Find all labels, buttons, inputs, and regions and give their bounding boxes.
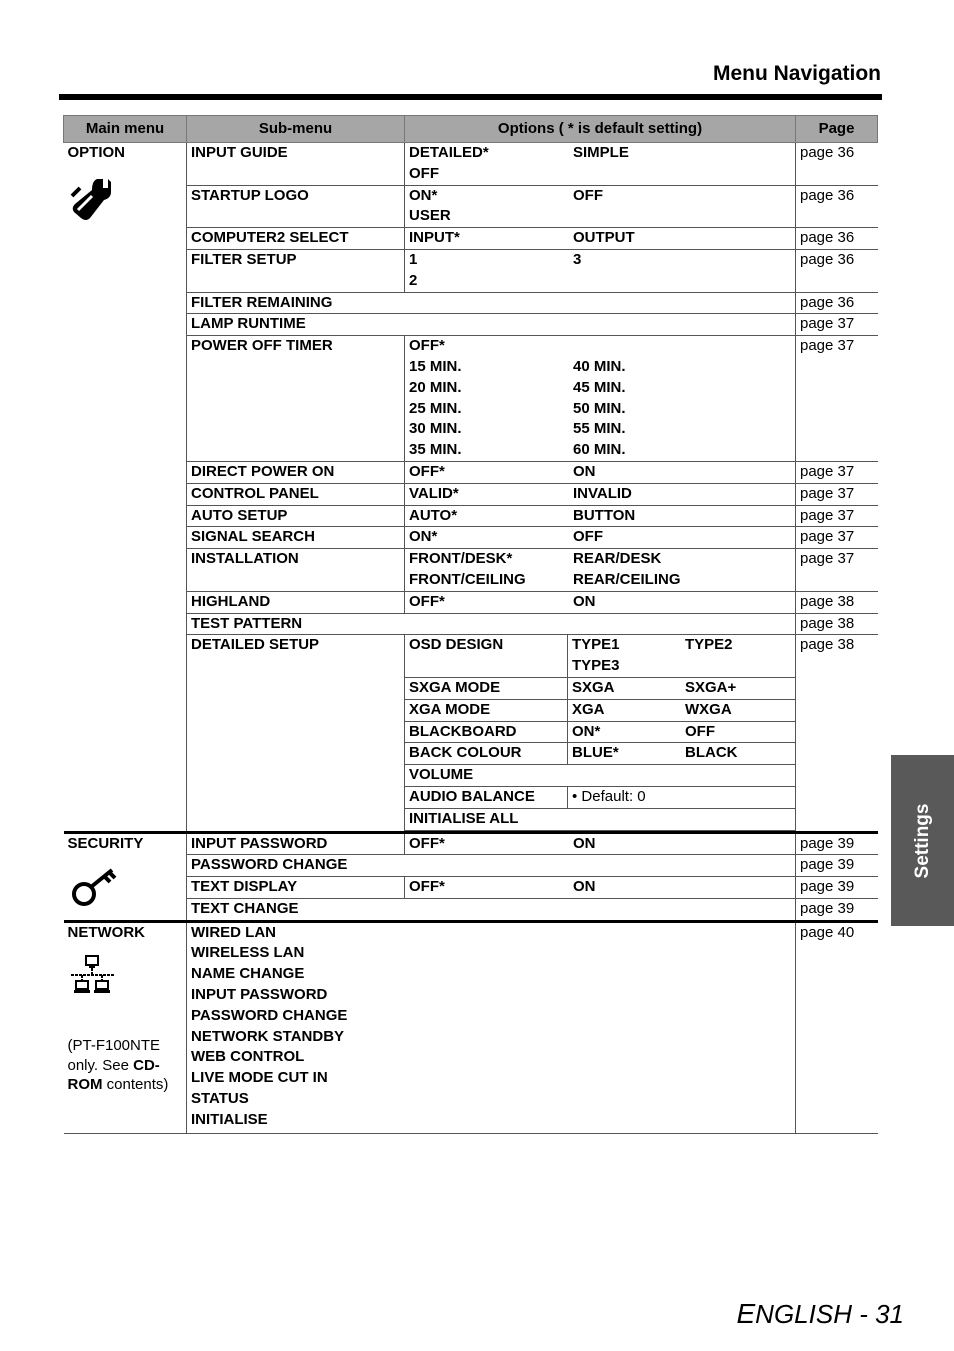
option-value: OFF* [409,592,445,610]
options-cell [405,249,796,292]
options-cell [405,591,796,613]
detailed-setup-row [405,808,795,830]
sub-menu-item: LAMP RUNTIME [187,314,796,336]
options-cell [405,832,796,855]
option-section-label: OPTION [67,144,126,161]
option-value: AUTO* [409,506,458,524]
setup-value: XGA [572,700,605,718]
sub-menu-item: INPUT GUIDE [187,143,405,186]
sub-menu-item: WIRED LAN [191,923,276,941]
header-options: Options ( * is default setting) [405,116,796,143]
wrench-icon [70,176,183,229]
options-grid [409,336,791,461]
setup-item-name: BLACKBOARD [405,721,568,743]
options-cell [405,505,796,527]
setup-item-values [568,743,796,765]
detailed-setup-row [405,765,795,787]
security-section [64,832,187,921]
sub-menu-item: DETAILED SETUP [187,635,405,832]
option-value: USER [409,207,451,225]
header-page: Page [796,116,878,143]
option-value: 15 MIN. [409,357,462,375]
sub-menu-item: HIGHLAND [187,591,405,613]
option-value: 35 MIN. [409,441,462,459]
table-row [64,898,878,921]
table-row [64,527,878,549]
page-ref: page 38 [796,613,878,635]
header-rule [59,94,882,100]
setup-item-name: SXGA MODE [405,677,568,699]
option-value: ON [573,834,596,852]
setup-value: BLUE* [572,744,619,762]
page-ref: page 40 [796,921,878,1133]
network-sub-menu-list [187,921,796,1133]
option-value: 45 MIN. [573,378,626,396]
options-cell [405,228,796,250]
note-text: (PT-F100NTE only. See [67,1037,161,1074]
sub-menu-item: PASSWORD CHANGE [191,1006,348,1024]
page-ref: page 39 [796,877,878,899]
options-grid [409,592,791,613]
sub-menu-item: NETWORK STANDBY [191,1027,345,1045]
setup-values-grid [572,678,791,699]
table-row [64,613,878,635]
page-ref: page 38 [796,591,878,613]
setup-item-values [568,721,796,743]
page-ref: page 36 [796,228,878,250]
page-title: Menu Navigation [712,62,881,85]
options-cell [405,336,796,462]
page-ref: page 39 [796,898,878,921]
sub-menu-item: INPUT PASSWORD [191,986,328,1004]
options-cell [405,461,796,483]
option-value: 20 MIN. [409,378,462,396]
table-row [64,832,878,855]
page-ref: page 37 [796,461,878,483]
options-grid [409,506,791,527]
options-cell [405,185,796,228]
setup-values-grid [572,700,791,721]
options-cell [405,527,796,549]
key-icon [70,866,183,915]
option-value: REAR/DESK [573,550,662,568]
option-value [573,336,791,357]
sub-menu-item: INPUT PASSWORD [187,832,405,855]
setup-item-name: AUDIO BALANCE [405,786,568,808]
page-ref: page 39 [796,832,878,855]
setup-item-name: BACK COLOUR [405,743,568,765]
security-section-label: SECURITY [67,834,144,852]
options-cell [405,877,796,899]
page-ref: page 36 [796,185,878,228]
option-value: 2 [409,271,418,289]
network-section [64,921,187,1133]
table-row [64,461,878,483]
options-grid [409,484,791,505]
option-value: VALID* [409,484,459,502]
table-row [64,249,878,292]
setup-item-values [568,635,796,677]
table-row [64,314,878,336]
side-tab-label: Settings [911,803,933,878]
page-ref: page 37 [796,527,878,549]
table-row [64,549,878,592]
option-value: 55 MIN. [573,420,626,438]
note-cdrom: CD-ROM [67,1056,160,1094]
table-row [64,921,878,1133]
table-row [64,855,878,877]
option-value: 50 MIN. [573,399,626,417]
setup-item-values [568,699,796,721]
sub-menu-item: FILTER REMAINING [187,292,796,314]
page-ref: page 37 [796,549,878,592]
table-row [64,505,878,527]
option-value: 1 [409,250,418,268]
page-ref: page 36 [796,143,878,186]
options-cell [405,549,796,592]
table-row [64,292,878,314]
page-ref: page 38 [796,635,878,832]
sub-menu-item: CONTROL PANEL [187,483,405,505]
sub-menu-item: TEXT CHANGE [187,898,796,921]
setup-values-grid [572,743,791,764]
table-row [64,185,878,228]
table-row [64,143,878,186]
options-grid [409,527,791,548]
sub-menu-item: STATUS [191,1090,249,1108]
setup-item-values [568,786,796,808]
setup-values-grid [572,722,791,743]
option-value: ON* [409,186,438,204]
option-value: OFF* [409,834,445,852]
page-ref: page 37 [796,483,878,505]
sub-menu-item: AUTO SETUP [187,505,405,527]
network-note [68,1036,183,1095]
page-ref: page 36 [796,292,878,314]
setup-value: ON* [572,722,601,740]
setup-item-values [568,677,796,699]
sub-menu-item: WEB CONTROL [191,1048,305,1066]
options-grid [409,877,791,898]
table-header-row [64,116,878,143]
table-row [64,635,878,832]
settings-side-tab [891,755,954,926]
footer-initial: E [736,1298,756,1329]
page-ref: page 37 [796,314,878,336]
note-text: contents) [102,1076,169,1094]
option-value: OFF [409,164,439,182]
option-value: 60 MIN. [573,441,626,459]
option-value: 25 MIN. [409,399,462,417]
setup-values-grid [572,635,791,677]
network-icon [70,955,183,1002]
detailed-setup-row [405,699,795,721]
option-value: DETAILED* [409,144,489,161]
setup-value: • Default: 0 [572,787,646,805]
option-section [64,143,187,833]
setup-item-name: XGA MODE [405,699,568,721]
option-value: ON* [409,528,438,546]
sub-menu-item: SIGNAL SEARCH [187,527,405,549]
option-value: OFF [573,528,603,546]
setup-value: TYPE1 [572,636,620,654]
option-value: OFF* [409,337,445,355]
setup-value: WXGA [685,700,732,718]
options-grid [409,549,791,591]
option-value: OFF [573,186,603,204]
option-value: INVALID [573,484,632,502]
options-grid [409,462,791,483]
detailed-setup-row [405,677,795,699]
page-ref: page 37 [796,336,878,462]
detailed-setup-row [405,721,795,743]
header-sub-menu: Sub-menu [187,116,405,143]
setup-value: OFF [685,722,715,740]
footer-text: NGLISH - 31 [755,1299,904,1329]
menu-navigation-table [63,115,878,1134]
sub-menu-item: DIRECT POWER ON [187,461,405,483]
setup-values-grid [572,787,791,808]
sub-menu-item: PASSWORD CHANGE [187,855,796,877]
options-cell [405,143,796,186]
options-grid [409,834,791,855]
table-row [64,336,878,462]
setup-item-name: VOLUME [405,765,795,787]
page-ref: page 37 [796,505,878,527]
sub-menu-item: COMPUTER2 SELECT [187,228,405,250]
option-value: 40 MIN. [573,357,626,375]
detailed-setup-options [405,635,796,832]
header-main-menu: Main menu [64,116,187,143]
sub-menu-item: LIVE MODE CUT IN [191,1069,328,1087]
page-ref: page 36 [796,249,878,292]
option-value: OUTPUT [573,229,635,247]
sub-menu-item: INSTALLATION [187,549,405,592]
option-value: FRONT/CEILING [409,570,526,588]
page-footer [736,1298,904,1330]
sub-menu-item: NAME CHANGE [191,965,305,983]
sub-menu-item: WIRELESS LAN [191,944,305,962]
options-grid [409,250,791,292]
option-value: FRONT/DESK* [409,550,513,568]
setup-value: TYPE2 [685,636,733,654]
detailed-setup-row [405,635,795,677]
options-grid [409,228,791,249]
option-value: REAR/CEILING [573,570,681,588]
options-cell [405,483,796,505]
sub-menu-item: TEST PATTERN [187,613,796,635]
table-row [64,591,878,613]
sub-menu-item: STARTUP LOGO [187,185,405,228]
option-value: 3 [573,250,582,268]
option-value: ON [573,592,596,610]
option-value: INPUT* [409,229,460,247]
options-grid [409,186,791,228]
page-ref: page 39 [796,855,878,877]
network-section-label: NETWORK [67,923,145,941]
sub-menu-item: FILTER SETUP [187,249,405,292]
option-value: BUTTON [573,506,636,524]
table-body [64,143,878,1134]
setup-value: SXGA [572,678,615,696]
detailed-setup-row [405,743,795,765]
option-value: 30 MIN. [409,420,462,438]
option-value: OFF* [409,462,445,480]
setup-item-name: INITIALISE ALL [405,808,795,830]
option-value: ON [573,878,596,896]
table-row [64,483,878,505]
setup-value: TYPE3 [572,657,620,675]
options-grid [409,143,791,185]
setup-item-name: OSD DESIGN [405,635,568,677]
setup-value: SXGA+ [685,678,737,696]
detailed-setup-table [405,635,795,830]
option-value: SIMPLE [573,144,629,161]
setup-value: BLACK [685,744,738,762]
option-value: ON [573,462,596,480]
option-value: OFF* [409,878,445,896]
table-row [64,228,878,250]
sub-menu-item: POWER OFF TIMER [187,336,405,462]
table-row [64,877,878,899]
sub-menu-item: INITIALISE [191,1110,268,1128]
detailed-setup-row [405,786,795,808]
sub-menu-item: TEXT DISPLAY [187,877,405,899]
